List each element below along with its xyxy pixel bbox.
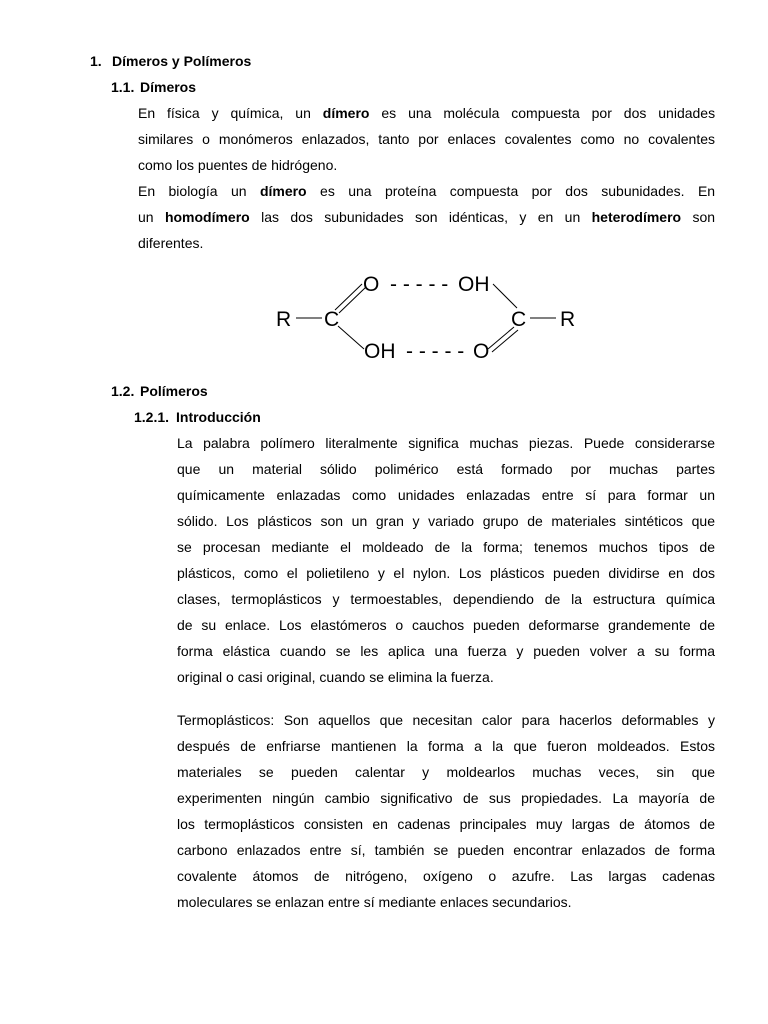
- paragraph-line: Termoplásticos: Son aquellos que necesitan calor para hacerlos deformables y: [177, 712, 715, 728]
- r-left: R: [276, 308, 292, 331]
- heading-number: 1.: [90, 53, 102, 69]
- paragraph-line: químicamente enlazadas como unidades enlazadas entre sí para formar un: [177, 487, 715, 503]
- heading-section-1-2-1: [134, 409, 261, 425]
- term-dimero: dímero: [259, 183, 307, 199]
- heading-section-1: [90, 53, 251, 69]
- paragraph-line: original o casi original, cuando se elimina la fuerza.: [177, 669, 494, 685]
- heading-number: 1.2.1.: [134, 409, 170, 425]
- paragraph-line: un homodímero las dos subunidades son idénticas, y en un heterodímero son: [138, 209, 716, 225]
- paragraph-line: carbono enlazados entre sí, también se pueden encontrar enlazados de forma: [177, 842, 715, 858]
- paragraph-line: materiales se pueden calentar y moldearlos muchas veces, sin que: [177, 764, 715, 780]
- c-right: C: [511, 308, 527, 331]
- paragraph-line: los termoplásticos consisten en cadenas principales muy largas de átomos de: [177, 816, 715, 832]
- c-left: C: [324, 308, 340, 331]
- term-homodimero: homodímero: [164, 209, 250, 225]
- paragraph-line: después de enfriarse mantienen la forma a la que fueron moldeados. Estos: [177, 738, 715, 754]
- heading-number: 1.2.: [111, 383, 135, 399]
- bond-c-oh-left: [338, 326, 364, 349]
- heading-title: Introducción: [176, 409, 261, 425]
- carboxylic-acid-dimer-diagram: [260, 266, 590, 370]
- double-bond-left-a: [335, 284, 362, 310]
- paragraph-line: que un material sólido polimérico está formado por muchas partes: [177, 461, 715, 477]
- paragraph-line: En biología un dímero es una proteína compuesta por dos subunidades. En: [138, 183, 716, 199]
- dashes-top: - - - - -: [390, 273, 449, 296]
- double-bond-right-a: [488, 327, 514, 349]
- paragraph-line: covalente átomos de nitrógeno, oxígeno o azufre. Las largas cadenas: [177, 868, 715, 884]
- paragraph-line: de su enlace. Los elastómeros o cauchos pueden deformarse grandemente de: [177, 617, 715, 633]
- heading-section-1-2: [111, 383, 208, 399]
- paragraph-line: similares o monómeros enlazados, tanto por enlaces covalentes como no covalentes: [138, 131, 715, 147]
- paragraph-line: En física y química, un dímero es una molécula compuesta por dos unidades: [138, 105, 716, 121]
- paragraph-line: plásticos, como el polietileno y el nylon. Los plásticos pueden dividirse en dos: [177, 565, 715, 581]
- term-heterodimero: heterodímero: [591, 209, 682, 225]
- paragraph-line: diferentes.: [138, 235, 204, 251]
- heading-title: Dímeros: [140, 79, 197, 95]
- paragraph-line: como los puentes de hidrógeno.: [138, 157, 338, 173]
- heading-section-1-1: [111, 79, 196, 95]
- heading-number: 1.1.: [111, 79, 135, 95]
- double-bond-right-b: [492, 330, 518, 352]
- heading-title: Polímeros: [140, 383, 208, 399]
- paragraph-line: clases, termoplásticos y termoestables, dependiendo de la estructura química: [177, 591, 715, 607]
- term-dimero: dímero: [322, 105, 370, 121]
- heading-title: Dímeros y Polímeros: [112, 53, 252, 69]
- paragraph-line: sólido. Los plásticos son un gran y variado grupo de materiales sintéticos que: [177, 513, 715, 529]
- o-bottom: O: [473, 340, 490, 363]
- paragraph-line: se procesan mediante el moldeado de la forma; tenemos muchos tipos de: [177, 539, 715, 555]
- bond-oh-c-right: [493, 284, 517, 308]
- double-bond-left-b: [339, 287, 366, 313]
- oh-bottom: OH: [364, 340, 396, 363]
- paragraph-line: forma elástica cuando se les aplica una fuerza y pueden volver a su forma: [177, 643, 715, 659]
- paragraph-line: moleculares se enlazan entre sí mediante enlaces secundarios.: [177, 894, 572, 910]
- paragraph-line: experimenten ningún cambio significativo de sus propiedades. La mayoría de: [177, 790, 715, 806]
- o-top: O: [363, 273, 380, 296]
- paragraph-line: La palabra polímero literalmente significa muchas piezas. Puede considerarse: [177, 435, 715, 451]
- dashes-bottom: - - - - -: [406, 340, 465, 363]
- oh-top: OH: [458, 273, 490, 296]
- r-right: R: [560, 308, 576, 331]
